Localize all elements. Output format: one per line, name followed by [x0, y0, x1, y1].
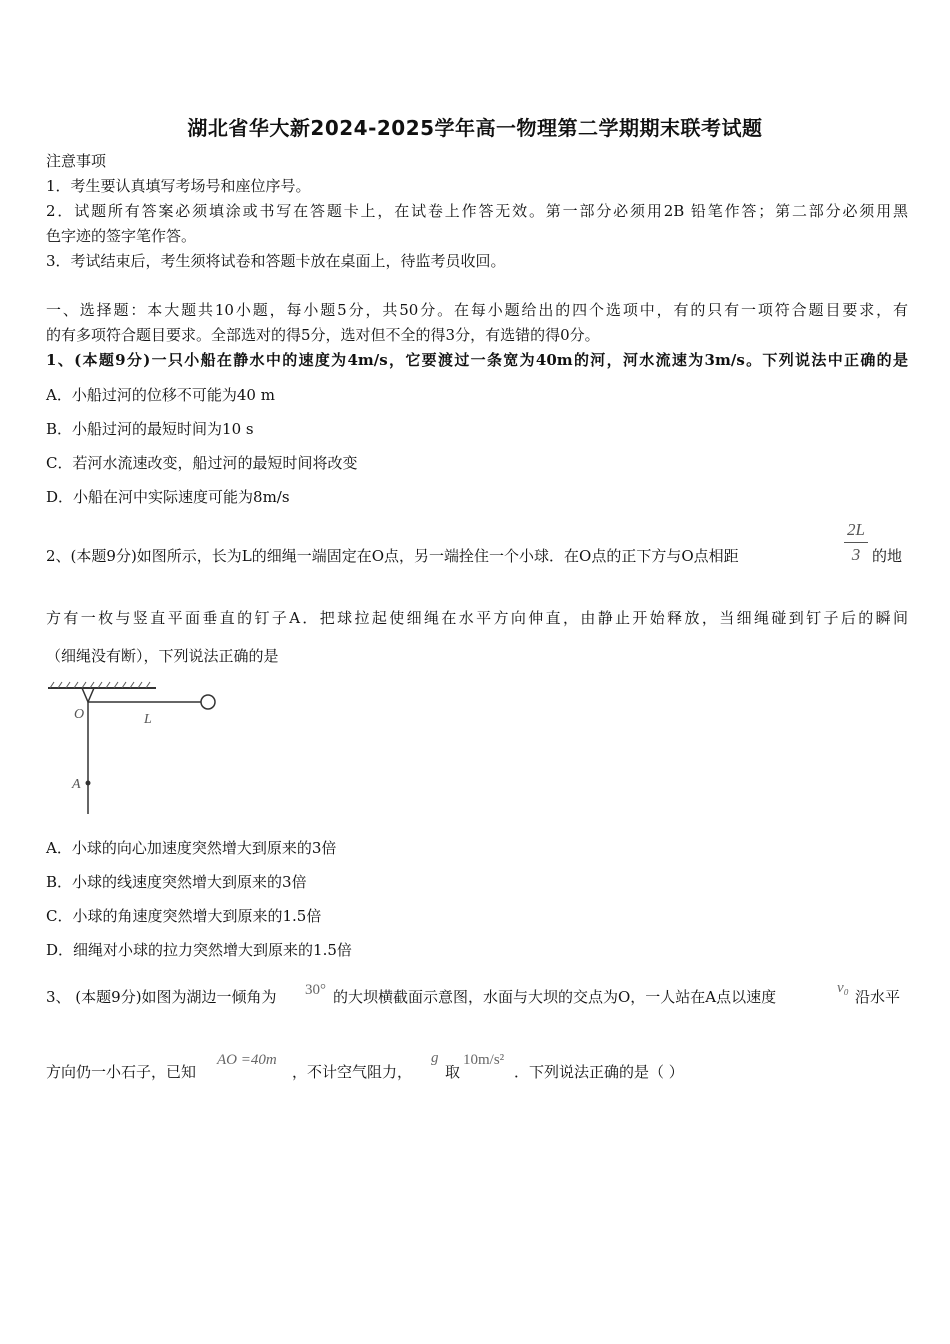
q3-stem-part2: 的大坝横截面示意图，水面与大坝的交点为O，一人站在A点以速度: [333, 988, 777, 1006]
q2-fraction-denominator: 3: [851, 545, 861, 564]
q3-line2-part3: 取: [445, 1063, 461, 1081]
notice-heading: 注意事项: [46, 152, 107, 170]
q2-fraction: [844, 520, 868, 565]
q2-option-b: B．小球的线速度突然增大到原来的3倍: [46, 873, 307, 891]
label-l: L: [144, 712, 152, 727]
q3-line2-part4: ．下列说法正确的是（ ）: [514, 1063, 684, 1081]
section1-line1: 一、选择题：本大题共10小题，每小题5分，共50分。在每小题给出的四个选项中，有的只有一项符合题目要求，有: [46, 301, 908, 319]
q2-stem-line3: （细绳没有断），下列说法正确的是: [46, 647, 279, 665]
q3-gval: 10m/s²: [463, 1052, 505, 1068]
label-a: A: [72, 777, 81, 792]
q3-v0: v₀: [837, 980, 849, 996]
q3-g: g: [431, 1050, 439, 1066]
q1-option-b: B．小船过河的最短时间为10 s: [46, 420, 254, 438]
q3-stem-part3: 沿水平: [855, 988, 901, 1006]
notice-item-2: 2．试题所有答案必须填涂或书写在答题卡上，在试卷上作答无效。第一部分必须用2B 铅笔作答；第二部分必须用黑: [46, 202, 908, 220]
section1-line2: 的有多项符合题目要求。全部选对的得5分，选对但不全的得3分，有选错的得0分。: [46, 326, 600, 344]
notice-item-1: 1．考生要认真填写考场号和座位序号。: [46, 177, 311, 195]
label-o: O: [74, 707, 85, 722]
q3-line2-part2: ，不计空气阻力，: [292, 1063, 413, 1081]
q2-pendulum-figure: [44, 680, 224, 820]
q2-fraction-bar: [844, 542, 868, 543]
q3-angle: 30°: [305, 982, 326, 998]
notice-item-3: 3．考试结束后，考生须将试卷和答题卡放在桌面上，待监考员收回。: [46, 252, 506, 270]
q2-stem-part2: 的地: [872, 547, 903, 565]
q1-option-a: A．小船过河的位移不可能为40 m: [46, 386, 275, 404]
ball: [201, 695, 215, 709]
nail-a: [86, 781, 91, 786]
pivot-mount: [82, 688, 94, 702]
q3-line2-part1: 方向仍一小石子，已知: [46, 1063, 197, 1081]
q1-stem: 1、(本题9分)一只小船在静水中的速度为4m/s，它要渡过一条宽为40m的河，河水流速为3m/s。下列说法中正确的是: [46, 351, 908, 369]
q1-option-c: C．若河水流速改变，船过河的最短时间将改变: [46, 454, 358, 472]
q2-option-a: A．小球的向心加速度突然增大到原来的3倍: [46, 839, 337, 857]
q3-stem-part1: 3、 (本题9分)如图为湖边一倾角为: [46, 988, 277, 1006]
q2-stem-part1: 2、(本题9分)如图所示，长为L的细绳一端固定在O点，另一端拴住一个小球．在O点的正下方与O点相距: [46, 547, 739, 565]
q2-option-d: D．细绳对小球的拉力突然增大到原来的1.5倍: [46, 941, 352, 959]
q2-fraction-numerator: 2L: [847, 520, 865, 539]
notice-item-2-cont: 色字迹的签字笔作答。: [46, 227, 197, 245]
q2-stem-line2: 方有一枚与竖直平面垂直的钉子A．把球拉起使细绳在水平方向伸直，由静止开始释放，当细绳碰到钉子后的瞬间: [46, 609, 908, 627]
q2-option-c: C．小球的角速度突然增大到原来的1.5倍: [46, 907, 322, 925]
q3-ao: AO =40m: [217, 1052, 277, 1068]
q1-option-d: D．小船在河中实际速度可能为8m/s: [46, 488, 290, 506]
page-title: 湖北省华大新2024-2025学年高一物理第二学期期末联考试题: [187, 116, 763, 140]
